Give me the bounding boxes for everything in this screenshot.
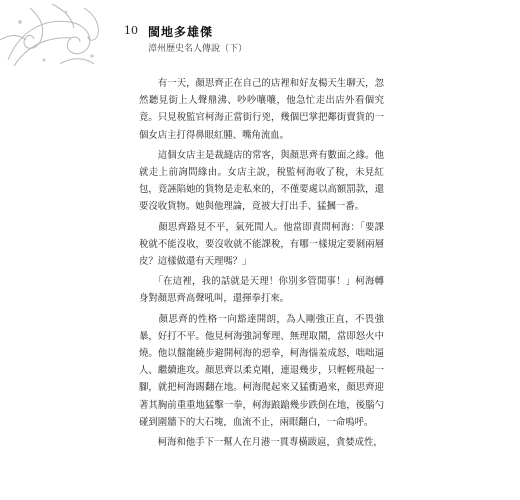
body-text xyxy=(139,75,384,454)
decorative-swirl-ornament xyxy=(0,0,110,72)
paragraph: 顏思齊路見不平，氣死閒人。他當即責問柯海：「要課稅就不能沒收，要沒收就不能課稅，有哪一樣規定要剝兩層皮？這樣做還有天理嗎？」 xyxy=(139,221,384,268)
page-number: 10 xyxy=(124,24,138,37)
paragraph: 「在這裡，我的話就是天理！你別多管閒事！」柯海轉身對顏思齊高聲吼叫，還揮拳打來。 xyxy=(139,276,384,305)
paragraph: 有一天，顏思齊正在自己的店裡和好友楊天生聊天，忽然聽見街上人聲鼎沸、吵吵嚷嚷，他急忙走出店外看個究竟。只見稅監官柯海正當街行兇，幾個巴掌把鄰街賣貨的一個女店主打得鼻眼紅腫、嘴角流血。 xyxy=(139,78,384,141)
book-subtitle: 漳州歷史名人傳說（下） xyxy=(148,44,248,54)
paragraph: 顏思齊的性格一向豁達開朗，為人剛強正直，不畏強暴，好打不平。他見柯海強詞奪理、無理取鬧，當即怒火中燒。他以盤龍繞步避開柯海的惡拳，柯海惱羞成怒，咄咄逼人、繼續進攻。顏思齊以柔克剛，連退幾步，只輕輕飛起一腳，就把柯海踢翻在地。柯海爬起來又猛衝過來，顏思齊迎著其胸前重重地猛擊一拳，柯海踉蹌幾步跌倒在地，後腦勺碰到圍牆下的大石塊，血流不止，兩眼翻白，一命嗚呼。 xyxy=(139,313,384,428)
paragraph: 這個女店主是裁縫店的常客，與顏思齊有數面之緣。他就走上前詢問緣由。女店主說，稅監柯海收了稅，未見紅包，竟誣陷她的貨物是走私來的，不僅要處以高額罰款，還要沒收貨物。她與他理論，竟被大打出手、猛摑一番。 xyxy=(139,149,384,213)
book-title: 閩地多雄傑 xyxy=(148,25,214,39)
paragraph: 柯海和他手下一幫人在月港一貫專橫跋扈，貪婪成性， xyxy=(139,437,383,449)
